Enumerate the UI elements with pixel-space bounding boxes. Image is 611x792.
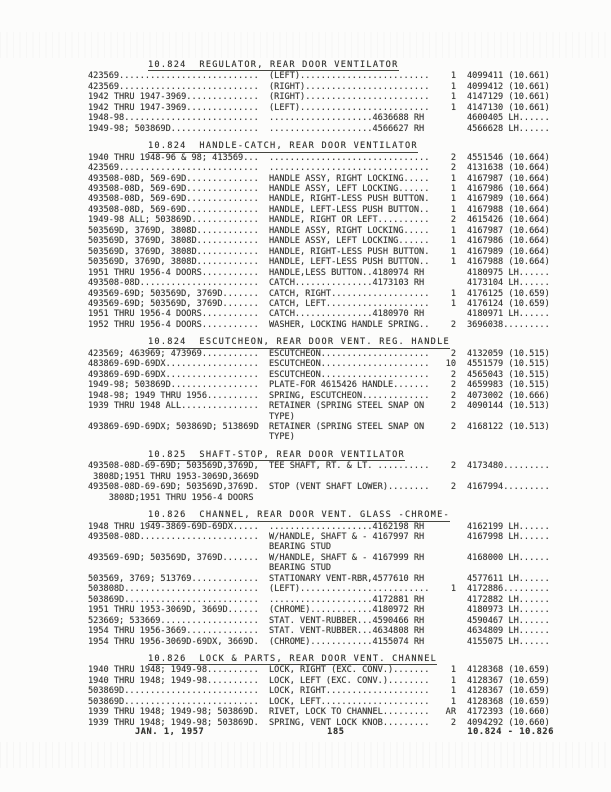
description-column: ....................4172881 RH: [269, 594, 425, 605]
parts-row: [88, 412, 566, 422]
quantity-column: [440, 616, 456, 626]
quantity-column: 1: [450, 665, 456, 676]
parts-row: [88, 92, 566, 102]
part-number-column: 4551546 (10.664): [467, 152, 550, 163]
part-number-column: [467, 412, 566, 422]
part-number-column: [467, 542, 566, 552]
quantity-column: 1: [450, 686, 456, 697]
part-number-column: 4147130 (10.661): [467, 102, 550, 113]
parts-row: [88, 626, 566, 636]
part-number-column: [467, 563, 566, 573]
quantity-column: [440, 124, 456, 134]
parts-row: [88, 605, 566, 615]
description-column: HANDLE ASSY, RIGHT LOCKING.....: [269, 225, 430, 236]
quantity-column: 1: [450, 246, 456, 257]
model-column: 493508-08D, 569-69D..............: [88, 204, 259, 215]
model-column: 493508-08D-69-69D; 503569D,3769D,: [88, 461, 259, 472]
parts-row: [88, 493, 566, 503]
model-column: 503569D, 3769D, 3808D............: [88, 246, 259, 257]
description-column: (RIGHT)........................: [269, 81, 430, 92]
quantity-column: 2: [450, 390, 456, 401]
description-column: W/HANDLE, SHAFT & - 4167999 RH: [269, 552, 425, 563]
model-column: 1942 THRU 1947-3969..............: [88, 102, 259, 113]
part-number-column: 4147129 (10.661): [467, 92, 550, 103]
parts-section: [88, 60, 566, 134]
parts-row: [88, 461, 566, 471]
quantity-column: 1: [450, 288, 456, 299]
parts-row: [88, 584, 566, 594]
quantity-column: [440, 412, 456, 422]
part-number-column: 4131638 (10.664): [467, 163, 550, 174]
parts-row: [88, 299, 566, 309]
parts-section: [88, 510, 566, 647]
part-number-column: 4167988 (10.664): [467, 257, 550, 268]
parts-row: [88, 676, 566, 686]
quantity-column: [440, 268, 456, 278]
parts-section: [88, 337, 566, 443]
model-column: [88, 432, 269, 442]
description-column: (LEFT).........................: [269, 584, 430, 595]
part-number-column: 4099412 (10.661): [467, 81, 550, 92]
section-heading: [88, 60, 566, 71]
model-column: 493508-08D, 569-69D..............: [88, 173, 259, 184]
description-column: (RIGHT)........................: [269, 92, 430, 103]
description-column: LOCK, LEFT.....................: [269, 696, 430, 707]
description-column: HANDLE, RIGHT OR LEFT..........: [269, 215, 430, 226]
quantity-column: 1: [450, 225, 456, 236]
part-number-column: [467, 493, 566, 503]
description-column: HANDLE,LESS BUTTON..4180974 RH: [269, 267, 425, 278]
section-heading-text: 10.826 LOCK & PARTS, REAR DOOR VENT. CHANNEL: [148, 654, 438, 665]
section-heading: [88, 141, 566, 152]
parts-row: [88, 82, 566, 92]
quantity-column: 2: [450, 401, 456, 412]
quantity-column: 1: [450, 194, 456, 205]
part-number-column: 4167989 (10.664): [467, 246, 550, 257]
model-column: 1940 THRU 1948; 1949-98..........: [88, 665, 259, 676]
parts-row: [88, 289, 566, 299]
quantity-column: 10: [445, 359, 456, 370]
model-column: 1954 THRU 1956-3069D-69DX, 3669D.: [88, 636, 259, 647]
parts-row: [88, 163, 566, 173]
description-column: ....................4566627 RH: [269, 123, 425, 134]
parts-list: [88, 60, 566, 728]
parts-row: [88, 574, 566, 584]
section-heading: [88, 450, 566, 461]
part-number-column: 4173104 LH......: [467, 278, 550, 289]
description-column: RIVET, LOCK TO CHANNEL.........: [269, 707, 430, 718]
description-column: HANDLE, LEFT-LESS PUSH BUTTON..: [269, 257, 430, 268]
part-number-column: 4128368 (10.659): [467, 665, 550, 676]
part-number-column: 4180973 LH......: [467, 605, 550, 616]
model-column: 1954 THRU 1956-3669..............: [88, 626, 259, 637]
model-column: 493569-69D; 503569D, 3769D.......: [88, 288, 259, 299]
part-number-column: 4551579 (10.515): [467, 359, 550, 370]
quantity-column: [440, 553, 456, 563]
part-number-column: 4167987 (10.664): [467, 225, 550, 236]
part-number-column: 4180975 LH......: [467, 267, 550, 278]
model-column: 1951 THRU 1953-3069D, 3669D......: [88, 605, 259, 616]
description-column: ESCUTCHEON.....................: [269, 348, 430, 359]
section-heading-text: 10.824 HANDLE-CATCH, REAR DOOR VENTILATOR: [148, 141, 418, 152]
description-column: STAT. VENT-RUBBER...4634808 RH: [269, 626, 425, 637]
description-column: CATCH, LEFT....................: [269, 298, 430, 309]
quantity-column: 2: [450, 215, 456, 226]
parts-row: [88, 184, 566, 194]
scan-artifact-top: [0, 32, 611, 58]
parts-row: [88, 380, 566, 390]
description-column: LOCK, LEFT (EXC. CONV.)........: [269, 675, 430, 686]
description-column: STOP (VENT SHAFT LOWER)........: [269, 482, 430, 493]
model-column: 503869D..........................: [88, 594, 259, 605]
model-column: 503869D..........................: [88, 686, 259, 697]
quantity-column: 1: [450, 92, 456, 103]
parts-row: [88, 153, 566, 163]
model-column: 1940 THRU 1948; 1949-98..........: [88, 675, 259, 686]
model-column: 423569...........................: [88, 163, 259, 174]
part-number-column: 4176124 (10.659): [467, 298, 550, 309]
quantity-column: 2: [450, 380, 456, 391]
model-column: 503569D, 3769D, 3808D............: [88, 236, 259, 247]
model-column: 483869-69D-69DX..................: [88, 359, 259, 370]
quantity-column: [440, 532, 456, 542]
parts-row: [88, 401, 566, 411]
parts-row: [88, 697, 566, 707]
parts-row: [88, 247, 566, 257]
part-number-column: 4168000 LH......: [467, 552, 550, 563]
part-number-column: [467, 472, 566, 482]
description-column: LOCK, RIGHT (EXC. CONV.).......: [269, 665, 430, 676]
quantity-column: 1: [450, 257, 456, 268]
description-column: ...............................: [269, 152, 430, 163]
parts-row: [88, 226, 566, 236]
footer-page-number: 185: [327, 727, 345, 737]
description-column: ESCUTCHEON.....................: [269, 359, 430, 370]
model-column: 503808D..........................: [88, 584, 259, 595]
quantity-column: 1: [450, 236, 456, 247]
description-column: CATCH...............4180970 RH: [269, 309, 425, 320]
description-column: RETAINER (SPRING STEEL SNAP ON: [269, 401, 425, 412]
parts-section: [88, 654, 566, 728]
quantity-column: [440, 309, 456, 319]
quantity-column: [440, 595, 456, 605]
model-column: 423569...........................: [88, 71, 259, 82]
model-column: 1940 THRU 1948-96 & 98; 413569...: [88, 152, 259, 163]
parts-row: [88, 522, 566, 532]
part-number-column: 4128367 (10.659): [467, 686, 550, 697]
part-number-column: 4577611 LH......: [467, 573, 550, 584]
description-column: ....................4636688 RH: [269, 113, 425, 124]
description-column: BEARING STUD: [269, 542, 332, 553]
quantity-column: 1: [450, 298, 456, 309]
parts-row: [88, 665, 566, 675]
part-number-column: 4167994.........: [467, 482, 550, 493]
model-column: 1952 THRU 1956-4 DOORS...........: [88, 319, 259, 330]
description-column: W/HANDLE, SHAFT & - 4167997 RH: [269, 532, 425, 543]
section-heading-text: 10.826 CHANNEL, REAR DOOR VENT. GLASS -CHROME-: [148, 510, 450, 521]
section-heading: [88, 654, 566, 665]
part-number-column: 4615426 (10.664): [467, 215, 550, 226]
part-number-column: 4167987 (10.664): [467, 173, 550, 184]
description-column: SPRING, ESCUTCHEON.............: [269, 390, 430, 401]
model-column: 1939 THRU 1948; 1949-98; 503869D.: [88, 717, 259, 728]
part-number-column: 4634809 LH......: [467, 626, 550, 637]
quantity-column: [440, 574, 456, 584]
parts-row: [88, 359, 566, 369]
model-column: 1948-98; 1949 THRU 1956..........: [88, 390, 259, 401]
model-column: 1939 THRU 1948 ALL...............: [88, 401, 259, 412]
quantity-column: 1: [450, 584, 456, 595]
parts-row: [88, 532, 566, 542]
description-column: LOCK, RIGHT....................: [269, 686, 430, 697]
quantity-column: [440, 637, 456, 647]
parts-row: [88, 320, 566, 330]
parts-row: [88, 349, 566, 359]
model-column: 493508-08D, 569-69D..............: [88, 194, 259, 205]
parts-row: [88, 707, 566, 717]
quantity-column: 1: [450, 102, 456, 113]
part-number-column: 4162199 LH......: [467, 521, 550, 532]
part-number-column: [467, 432, 566, 442]
description-column: PLATE-FOR 4615426 HANDLE.......: [269, 380, 430, 391]
model-column: 493508-08D.......................: [88, 278, 259, 289]
section-heading: [88, 510, 566, 521]
parts-row: [88, 174, 566, 184]
model-column: 1949-98; 503869D.................: [88, 123, 259, 134]
parts-row: [88, 205, 566, 215]
model-column: 3808D;1951 THRU 1956-4 DOORS: [88, 492, 254, 503]
quantity-column: 1: [450, 183, 456, 194]
part-number-column: 4590467 LH......: [467, 615, 550, 626]
part-number-column: 4132059 (10.515): [467, 348, 550, 359]
footer-section-range: 10.824 - 10.826: [467, 727, 554, 737]
parts-row: [88, 472, 566, 482]
parts-row: [88, 370, 566, 380]
part-number-column: 4167986 (10.664): [467, 236, 550, 247]
part-number-column: 3696038.........: [467, 319, 550, 330]
parts-row: [88, 278, 566, 288]
quantity-column: [440, 563, 456, 573]
model-column: 523669; 533669...................: [88, 615, 259, 626]
quantity-column: 2: [450, 319, 456, 330]
quantity-column: 1: [450, 173, 456, 184]
part-number-column: 4565043 (10.515): [467, 369, 550, 380]
model-column: 1939 THRU 1948; 1949-98; 503869D.: [88, 707, 259, 718]
description-column: (CHROME)............4180972 RH: [269, 605, 425, 616]
quantity-column: [440, 605, 456, 615]
model-column: 1949-98; 503869D.................: [88, 380, 259, 391]
model-column: 493508-08D-69-69D; 503569D,3769D.: [88, 482, 259, 493]
model-column: [88, 412, 269, 422]
model-column: 3808D;1951 THRU 1953-3069D,3669D: [88, 471, 259, 482]
part-number-column: 4172393 (10.660): [467, 707, 550, 718]
part-number-column: 4167998 LH......: [467, 532, 550, 543]
description-column: (LEFT).........................: [269, 102, 430, 113]
parts-row: [88, 268, 566, 278]
model-column: 493569-69D; 503569D, 3769D.......: [88, 552, 259, 563]
parts-row: [88, 103, 566, 113]
part-number-column: 4180971 LH......: [467, 309, 550, 320]
page-footer: [135, 727, 554, 737]
description-column: (LEFT).........................: [269, 71, 430, 82]
part-number-column: 4073002 (10.666): [467, 390, 550, 401]
part-number-column: 4173480.........: [467, 461, 550, 472]
quantity-column: [440, 542, 456, 552]
quantity-column: 1: [450, 81, 456, 92]
model-column: 493869-69D-69DX; 503869D; 513869D: [88, 421, 259, 432]
section-heading-text: 10.824 ESCUTCHEON, REAR DOOR VENT. REG. HANDLE: [148, 337, 450, 348]
model-column: 503569, 3769; 513769.............: [88, 573, 259, 584]
quantity-column: [440, 472, 456, 482]
quantity-column: [440, 493, 456, 503]
description-column: HANDLE ASSY, RIGHT LOCKING.....: [269, 173, 430, 184]
model-column: 1951 THRU 1956-4 DOORS...........: [88, 309, 259, 320]
model-column: 493869-69D-69DX..................: [88, 369, 259, 380]
section-heading-text: 10.825 SHAFT-STOP, REAR DOOR VENTILATOR: [148, 449, 405, 460]
parts-row: [88, 553, 566, 563]
parts-row: [88, 113, 566, 123]
description-column: (CHROME)............4155074 RH: [269, 636, 425, 647]
description-column: HANDLE, RIGHT-LESS PUSH BUTTON.: [269, 194, 430, 205]
description-column: ...............................: [269, 163, 430, 174]
parts-row: [88, 563, 566, 573]
parts-row: [88, 215, 566, 225]
model-column: 1951 THRU 1956-4 DOORS...........: [88, 267, 259, 278]
quantity-column: 2: [450, 461, 456, 472]
part-number-column: 4168122 (10.513): [467, 421, 550, 432]
parts-row: [88, 194, 566, 204]
parts-row: [88, 482, 566, 492]
part-number-column: 4090144 (10.513): [467, 401, 550, 412]
model-column: 1948-98..........................: [88, 113, 259, 124]
scan-artifact-bottom: [0, 742, 611, 768]
description-column: CATCH, RIGHT...................: [269, 288, 430, 299]
footer-date: JAN. 1, 1957: [135, 727, 205, 737]
parts-row: [88, 257, 566, 267]
quantity-column: [440, 113, 456, 123]
description-column: STATIONARY VENT-RBR,4577610 RH: [269, 573, 425, 584]
quantity-column: AR: [445, 707, 456, 718]
description-column: ESCUTCHEON.....................: [269, 369, 430, 380]
part-number-column: 4176125 (10.659): [467, 288, 550, 299]
parts-section: [88, 141, 566, 330]
quantity-column: 2: [450, 152, 456, 163]
description-column: HANDLE ASSY, LEFT LOCKING......: [269, 236, 430, 247]
quantity-column: 2: [450, 369, 456, 380]
description-column: BEARING STUD: [269, 563, 332, 574]
part-number-column: 4167986 (10.664): [467, 183, 550, 194]
model-column: [88, 563, 269, 573]
part-number-column: 4172886.........: [467, 584, 550, 595]
quantity-column: 1: [450, 71, 456, 82]
description-column: HANDLE, RIGHT-LESS PUSH BUTTON.: [269, 246, 430, 257]
description-column: HANDLE, LEFT-LESS PUSH BUTTON..: [269, 204, 430, 215]
description-column: CATCH...............4173103 RH: [269, 278, 425, 289]
model-column: 493508-08D, 569-69D..............: [88, 183, 259, 194]
description-column: [269, 472, 440, 482]
model-column: 423569; 463969; 473969...........: [88, 348, 259, 359]
quantity-column: 2: [450, 482, 456, 493]
parts-row: [88, 542, 566, 552]
description-column: SPRING, VENT LOCK KNOB.........: [269, 717, 430, 728]
description-column: TYPE): [269, 411, 295, 422]
model-column: 1942 THRU 1947-3969..............: [88, 92, 259, 103]
description-column: STAT. VENT-RUBBER...4590466 RH: [269, 615, 425, 626]
model-column: 503569D, 3769D, 3808D............: [88, 257, 259, 268]
part-number-column: 4659983 (10.515): [467, 380, 550, 391]
quantity-column: 2: [450, 348, 456, 359]
parts-row: [88, 432, 566, 442]
model-column: 1948 THRU 1949-3869-69D-69DX.....: [88, 521, 259, 532]
quantity-column: [440, 522, 456, 532]
part-number-column: 4128368 (10.659): [467, 696, 550, 707]
quantity-column: 2: [450, 717, 456, 728]
part-number-column: 4172882 LH......: [467, 594, 550, 605]
description-column: TYPE): [269, 432, 295, 443]
description-column: [269, 493, 440, 503]
parts-row: [88, 595, 566, 605]
part-number-column: 4128367 (10.659): [467, 675, 550, 686]
model-column: 503569D, 3769D, 3808D............: [88, 225, 259, 236]
model-column: 493508-08D.......................: [88, 532, 259, 543]
part-number-column: 4155075 LH......: [467, 636, 550, 647]
part-number-column: 4566628 LH......: [467, 123, 550, 134]
description-column: TEE SHAFT, RT. & LT. ..........: [269, 461, 430, 472]
quantity-column: [440, 626, 456, 636]
quantity-column: 2: [450, 421, 456, 432]
model-column: 503869D..........................: [88, 696, 259, 707]
model-column: 493569-69D; 503569D, 3769D.......: [88, 298, 259, 309]
description-column: HANDLE ASSY, LEFT LOCKING......: [269, 183, 430, 194]
parts-row: [88, 686, 566, 696]
quantity-column: 1: [450, 696, 456, 707]
parts-row: [88, 422, 566, 432]
quantity-column: 1: [450, 675, 456, 686]
parts-row: [88, 236, 566, 246]
section-heading-text: 10.824 REGULATOR, REAR DOOR VENTILATOR: [148, 60, 399, 70]
quantity-column: 2: [450, 163, 456, 174]
parts-section: [88, 450, 566, 503]
parts-row: [88, 391, 566, 401]
description-column: RETAINER (SPRING STEEL SNAP ON: [269, 421, 425, 432]
parts-row: [88, 71, 566, 81]
parts-row: [88, 124, 566, 134]
part-number-column: 4167989 (10.664): [467, 194, 550, 205]
part-number-column: 4167988 (10.664): [467, 204, 550, 215]
model-column: [88, 542, 269, 552]
part-number-column: 4094292 (10.660): [467, 717, 550, 728]
part-number-column: 4600405 LH......: [467, 113, 550, 124]
quantity-column: 1: [450, 204, 456, 215]
quantity-column: [440, 432, 456, 442]
model-column: 1949-98 ALL; 503869D.............: [88, 215, 259, 226]
quantity-column: [440, 278, 456, 288]
parts-row: [88, 637, 566, 647]
parts-row: [88, 616, 566, 626]
parts-row: [88, 309, 566, 319]
description-column: ....................4162198 RH: [269, 521, 425, 532]
part-number-column: 4099411 (10.661): [467, 71, 550, 82]
model-column: 423569...........................: [88, 81, 259, 92]
section-heading: [88, 337, 566, 348]
description-column: WASHER, LOCKING HANDLE SPRING..: [269, 319, 430, 330]
